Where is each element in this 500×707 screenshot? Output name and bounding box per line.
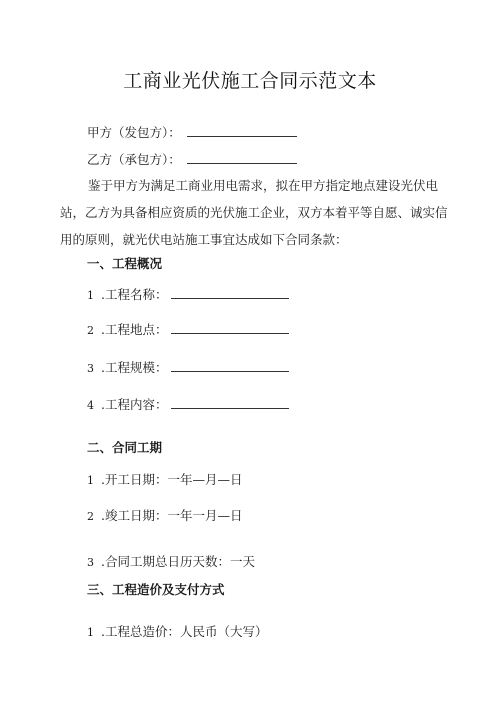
item-label: .工程名称： — [101, 287, 168, 302]
party-a-blank[interactable] — [187, 124, 297, 137]
party-a-line — [87, 124, 297, 141]
section-1-heading: 一、工程概况 — [87, 256, 163, 271]
item-number: 4 — [87, 399, 94, 412]
item-number: 1 — [87, 626, 94, 639]
project-location-blank[interactable] — [171, 321, 289, 334]
section-1-item-4 — [87, 396, 289, 414]
item-number: 3 — [87, 556, 94, 569]
section-3-item-1 — [87, 624, 267, 641]
intro-paragraph: 鉴于甲方为满足工商业用电需求，拟在甲方指定地点建设光伏电站，乙方为具备相应资质的光伏施工企业，双方本着平等自愿、诚实信用的原则，就光伏电站施工事宜达成如下合同条款： — [60, 178, 448, 247]
party-b-line — [87, 151, 297, 168]
project-scale-blank[interactable] — [171, 359, 289, 372]
item-number: 1 — [87, 289, 94, 302]
item-number: 3 — [87, 362, 94, 375]
party-b-blank[interactable] — [187, 151, 297, 164]
section-2-item-2 — [87, 508, 242, 525]
section-1-item-1 — [87, 286, 289, 304]
document-title: 工商业光伏施工合同示范文本 — [123, 70, 377, 92]
item-label: .开工日期：一年—月—日 — [101, 472, 243, 487]
party-b-label: 乙方（承包方）： — [87, 152, 181, 167]
item-label: .竣工日期：一年一月—日 — [101, 508, 243, 523]
item-number: 2 — [87, 510, 94, 523]
project-content-blank[interactable] — [171, 396, 289, 409]
section-2-item-1 — [87, 472, 242, 489]
item-label: .工程地点： — [101, 322, 168, 337]
project-name-blank[interactable] — [171, 286, 289, 299]
item-label: .工程规模： — [101, 360, 168, 375]
section-2-item-3 — [87, 554, 255, 571]
item-label: .合同工期总日历天数：一天 — [101, 554, 255, 569]
item-number: 2 — [87, 324, 94, 337]
party-a-label: 甲方（发包方）： — [87, 125, 181, 140]
item-label: .工程内容： — [101, 397, 168, 412]
section-1-item-3 — [87, 359, 289, 377]
section-3-heading: 三、工程造价及支付方式 — [87, 582, 225, 597]
section-1-item-2 — [87, 321, 289, 339]
section-2-heading: 二、合同工期 — [87, 440, 163, 455]
item-label: .工程总造价：人民币（大写） — [101, 624, 268, 639]
item-number: 1 — [87, 474, 94, 487]
